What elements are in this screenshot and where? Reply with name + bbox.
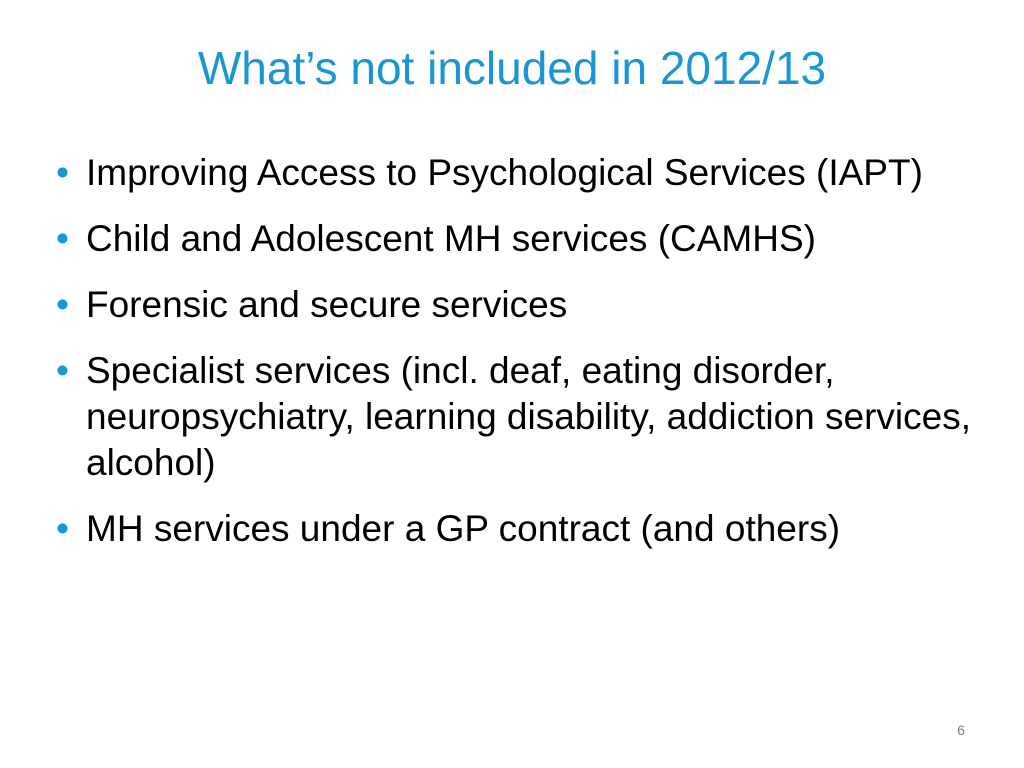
bullet-item <box>50 216 1000 262</box>
bullet-marker: • <box>56 284 69 325</box>
bullet-item <box>50 150 1000 196</box>
bullet-text: Specialist services (incl. deaf, eating disorder, neuropsychiatry, learning disability, addiction services, alcohol) <box>86 350 972 483</box>
bullet-marker: • <box>56 350 69 391</box>
bullet-list <box>50 150 1000 572</box>
bullet-item <box>50 282 1000 328</box>
bullet-marker: • <box>56 508 69 549</box>
page-number: 6 <box>957 722 965 738</box>
bullet-marker: • <box>56 152 69 193</box>
bullet-text: Child and Adolescent MH services (CAMHS) <box>86 218 816 259</box>
bullet-marker: • <box>56 218 69 259</box>
bullet-text: Forensic and secure services <box>86 284 568 325</box>
bullet-text: Improving Access to Psychological Services (IAPT) <box>86 152 923 193</box>
slide-title: What’s not included in 2012/13 <box>197 42 827 94</box>
bullet-text: MH services under a GP contract (and others) <box>86 508 841 549</box>
bullet-item <box>50 348 1000 486</box>
bullet-item <box>50 506 1000 552</box>
